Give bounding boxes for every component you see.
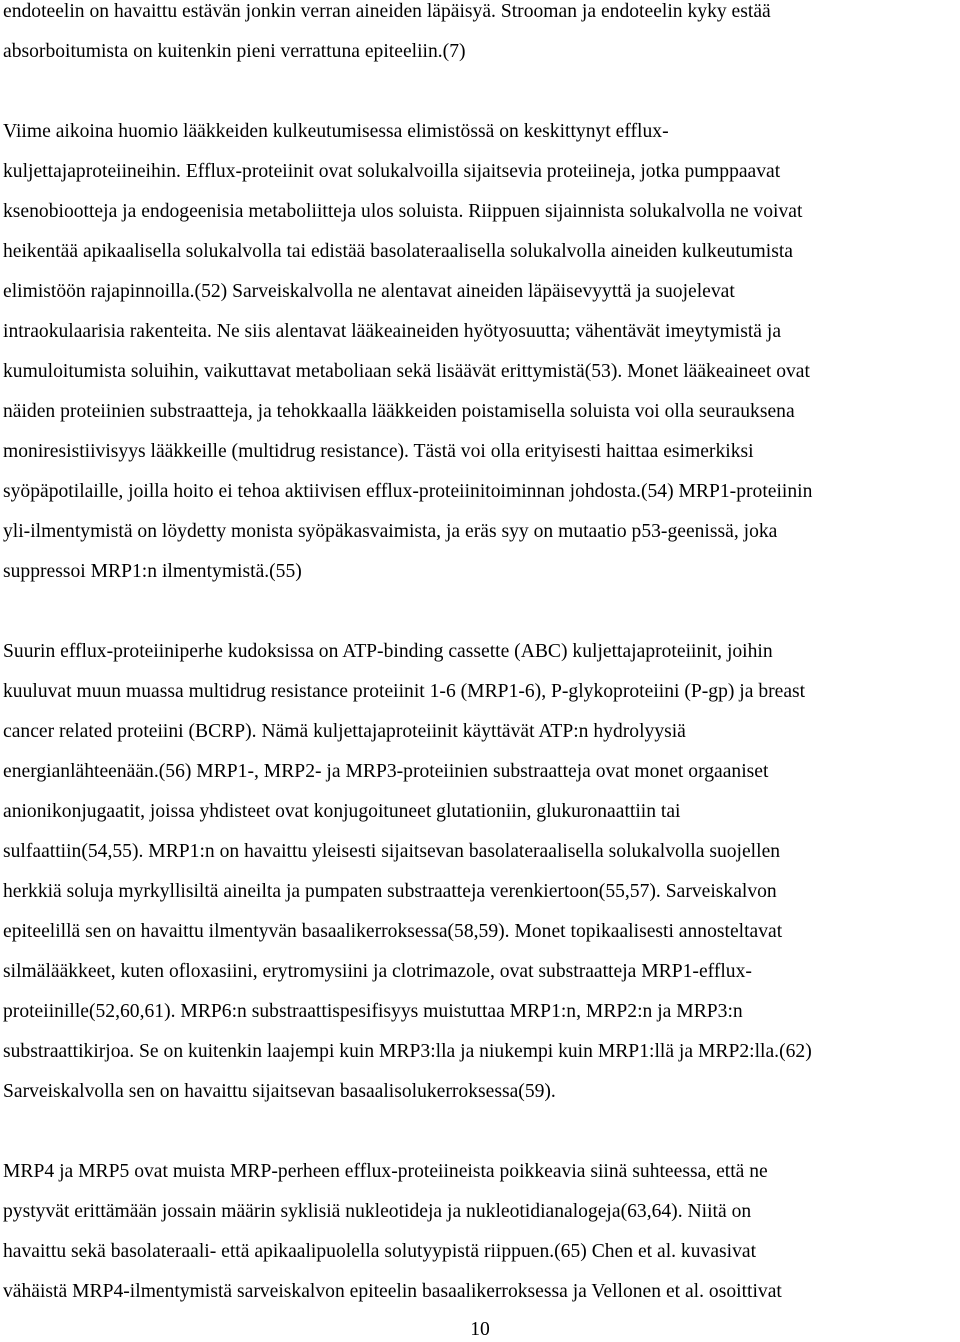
- text-line: proteiinille(52,60,61). MRP6:n substraattispesifisyys muistuttaa MRP1:n, MRP2:n ja MRP3:n: [3, 1001, 743, 1022]
- text-line: energianlähteenään.(56) MRP1-, MRP2- ja MRP3-proteiinien substraatteja ovat monet orgaaniset: [3, 761, 769, 782]
- text-line: kuuluvat muun muassa multidrug resistance proteiinit 1-6 (MRP1-6), P-glykoproteiini (P-gp) ja breast: [3, 681, 806, 702]
- text-line: kumuloitumista soluihin, vaikuttavat metaboliaan sekä lisäävät erittymistä(53). Monet lääkeaineet ovat: [3, 361, 810, 382]
- text-line: moniresistiivisyys lääkkeille (multidrug resistance). Tästä voi olla erityisesti haittaa esimerkiksi: [3, 441, 754, 462]
- text-line: substraattikirjoa. Se on kuitenkin laajempi kuin MRP3:lla ja niukempi kuin MRP1:llä ja MRP2:lla.(62): [3, 1041, 812, 1062]
- text-line: sulfaattiin(54,55). MRP1:n on havaittu yleisesti sijaitsevan basolateraalisella solukalvolla suojellen: [3, 841, 781, 862]
- text-line: endoteelin on havaittu estävän jonkin verran aineiden läpäisyä. Strooman ja endoteelin kyky estää: [3, 1, 771, 22]
- text-line: vähäistä MRP4-ilmentymistä sarveiskalvon epiteelin basaalikerroksessa ja Vellonen et al. osoittivat: [3, 1281, 782, 1302]
- text-line: Suurin efflux-proteiiniperhe kudoksissa on ATP-binding cassette (ABC) kuljettajaproteiinit, joihin: [3, 641, 773, 662]
- text-line: heikentää apikaalisella solukalvolla tai edistää basolateraalisella solukalvolla aineiden kulkeutumista: [3, 241, 794, 262]
- text-line: absorboitumista on kuitenkin pieni verrattuna epiteeliin.(7): [3, 41, 466, 62]
- document-body: [3, 0, 960, 1312]
- text-line: Sarveiskalvolla sen on havaittu sijaitsevan basaalisolukerroksessa(59).: [3, 1081, 556, 1102]
- text-line: suppressoi MRP1:n ilmentymistä.(55): [3, 561, 302, 582]
- text-line: intraokulaarisia rakenteita. Ne siis alentavat lääkeaineiden hyötyosuutta; vähentävät imeytymistä ja: [3, 321, 782, 342]
- page-number: 10: [470, 1319, 490, 1340]
- paragraph: [3, 632, 960, 1112]
- text-line: cancer related proteiini (BCRP). Nämä kuljettajaproteiinit käyttävät ATP:n hydrolyysiä: [3, 721, 686, 742]
- text-line: kuljettajaproteiineihin. Efflux-proteiinit ovat solukalvoilla sijaitsevia proteiineja, jotka pumppaavat: [3, 161, 781, 182]
- text-line: anionikonjugaatit, joissa yhdisteet ovat konjugoituneet glutationiin, glukuronaattiin tai: [3, 801, 681, 822]
- text-line: elimistöön rajapinnoilla.(52) Sarveiskalvolla ne alentavat aineiden läpäisevyyttä ja suojelevat: [3, 281, 735, 302]
- paragraph-gap: [3, 1112, 960, 1152]
- paragraph-gap: [3, 592, 960, 632]
- text-line: silmälääkkeet, kuten ofloxasiini, erytromysiini ja clotrimazole, ovat substraatteja MRP1-efflux-: [3, 961, 752, 982]
- text-line: MRP4 ja MRP5 ovat muista MRP-perheen efflux-proteiineista poikkeavia siinä suhteessa, että ne: [3, 1161, 768, 1182]
- text-line: yli-ilmentymistä on löydetty monista syöpäkasvaimista, ja eräs syy on mutaatio p53-geenissä, joka: [3, 521, 778, 542]
- text-line: näiden proteiinien substraatteja, ja tehokkaalla lääkkeiden poistamisella soluista voi olla seurauksena: [3, 401, 795, 422]
- text-line: herkkiä soluja myrkyllisiltä aineilta ja pumpaten substraatteja verenkiertoon(55,57). Sarveiskalvon: [3, 881, 777, 902]
- text-line: ksenobiootteja ja endogeenisia metaboliitteja ulos soluista. Riippuen sijainnista solukalvolla ne voivat: [3, 201, 803, 222]
- paragraph: [3, 0, 960, 72]
- paragraph: [3, 1152, 960, 1312]
- text-line: pystyvät erittämään jossain määrin syklisiä nukleotideja ja nukleotidianalogeja(63,64). Niitä on: [3, 1201, 752, 1222]
- paragraph: [3, 112, 960, 592]
- text-line: Viime aikoina huomio lääkkeiden kulkeutumisessa elimistössä on keskittynyt efflux-: [3, 121, 669, 142]
- text-line: havaittu sekä basolateraali- että apikaalipuolella solutyypistä riippuen.(65) Chen et al. kuvasivat: [3, 1241, 757, 1262]
- text-line: epiteelillä sen on havaittu ilmentyvän basaalikerroksessa(58,59). Monet topikaalisesti annosteltavat: [3, 921, 783, 942]
- text-line: syöpäpotilaille, joilla hoito ei tehoa aktiivisen efflux-proteiinitoiminnan johdosta.(54) MRP1-proteiinin: [3, 481, 813, 502]
- paragraph-gap: [3, 72, 960, 112]
